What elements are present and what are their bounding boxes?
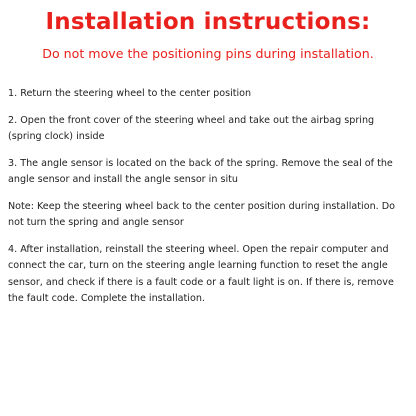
instruction-step-3: 3. The angle sensor is located on the back of the spring. Remove the seal of the angle sensor and install the angle sensor in situ: [8, 157, 393, 185]
page-title: Installation instructions:: [45, 9, 371, 35]
warning-subtitle: Do not move the positioning pins during installation.: [42, 46, 374, 61]
instruction-step-4: 4. After installation, reinstall the steering wheel. Open the repair computer and connect the car, turn on the steering angle learning function to reset the angle sensor, and check if there is a fault code or a fault light is on. If there is, remove the fault code. Complete the installation.: [8, 243, 394, 304]
instruction-list: [8, 86, 408, 308]
instruction-step-1: 1. Return the steering wheel to the center position: [8, 88, 252, 99]
instruction-note: Note: Keep the steering wheel back to the center position during installation. Do not turn the spring and angle sensor: [8, 200, 396, 228]
instruction-step-2: 2. Open the front cover of the steering wheel and take out the airbag spring (spring clock) inside: [8, 114, 375, 142]
